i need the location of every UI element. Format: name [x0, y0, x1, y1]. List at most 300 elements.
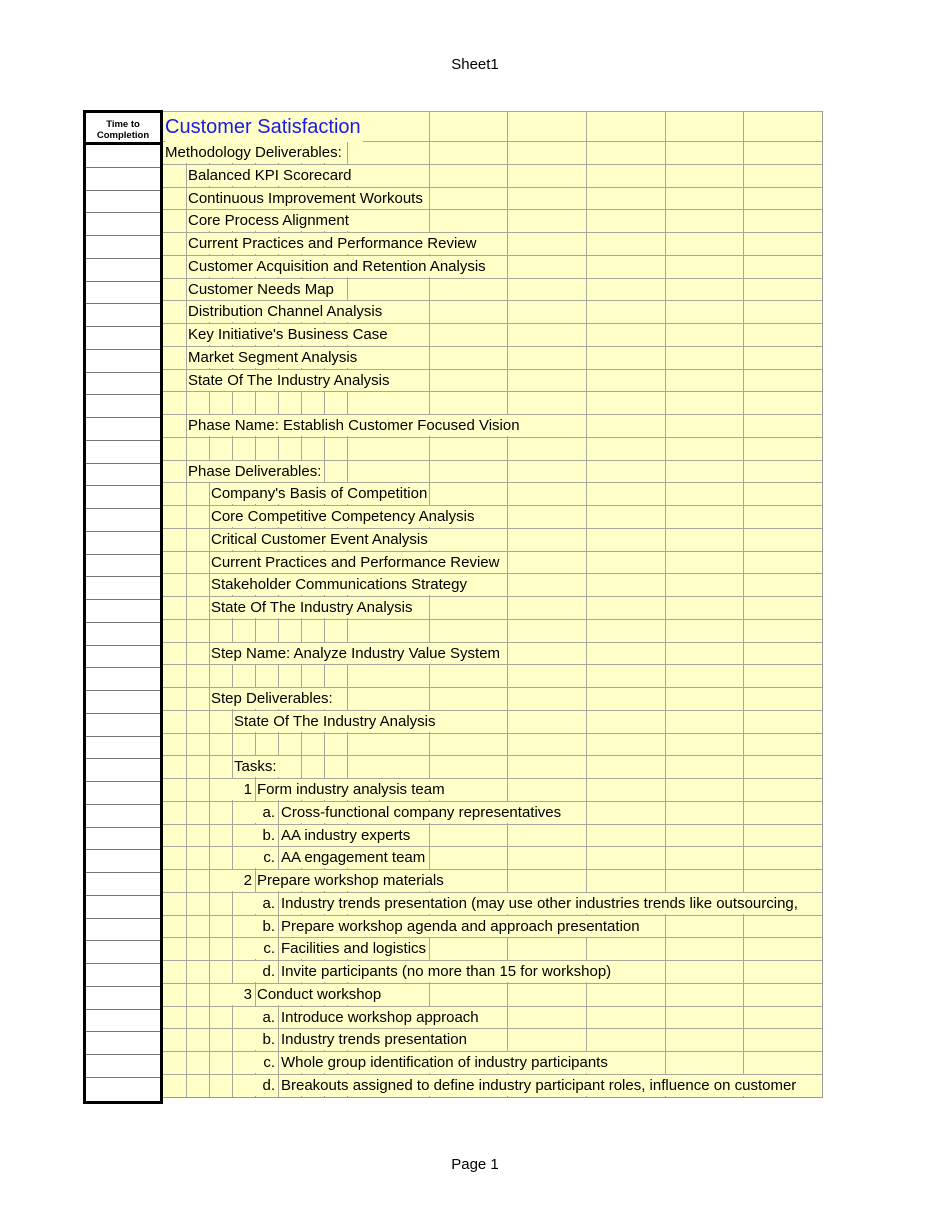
grid-line [186, 847, 187, 869]
grid-line [586, 347, 587, 369]
sheet-row[interactable] [163, 278, 822, 301]
sheet-row[interactable] [163, 733, 822, 756]
sheet-row[interactable] [163, 300, 822, 323]
grid-line [278, 392, 279, 414]
sheet-row[interactable] [163, 346, 822, 369]
sheet-row[interactable] [163, 528, 822, 551]
time-cell[interactable] [86, 1055, 160, 1078]
grid-line [209, 1075, 210, 1097]
time-cell[interactable] [86, 623, 160, 646]
grid-line [209, 665, 210, 687]
grid-line [586, 506, 587, 528]
grid-line [186, 415, 187, 437]
grid-line [507, 142, 508, 164]
grid-line [665, 1029, 666, 1051]
grid-line [743, 347, 744, 369]
sheet-row[interactable] [163, 619, 822, 642]
task-number: b. [255, 916, 275, 937]
sheet-title: Customer Satisfaction [165, 112, 363, 142]
sheet-row[interactable] [163, 482, 822, 505]
grid-line [186, 802, 187, 824]
grid-line [586, 574, 587, 596]
grid-line [209, 938, 210, 960]
grid-line [507, 825, 508, 847]
grid-line [586, 188, 587, 210]
row-text: Market Segment Analysis [188, 348, 358, 366]
grid-line [743, 961, 744, 983]
grid-line [301, 620, 302, 642]
time-cell[interactable] [86, 828, 160, 851]
grid-line [743, 506, 744, 528]
grid-line [324, 756, 325, 778]
grid-line [586, 415, 587, 437]
row-text: Breakouts assigned to define industry participant roles, influence on customer [281, 1076, 797, 1094]
sheet-row[interactable] [163, 1006, 822, 1029]
sheet-row[interactable] [163, 824, 822, 847]
grid-line [586, 112, 587, 141]
row-text: Industry trends presentation (may use other industries trends like outsourcing, [281, 894, 798, 912]
grid-line [429, 165, 430, 187]
sheet-row[interactable] [163, 1074, 822, 1097]
time-cell[interactable] [86, 873, 160, 896]
sheet-row[interactable] [163, 164, 822, 187]
sheet-row[interactable] [163, 869, 822, 892]
grid-line [665, 438, 666, 460]
grid-line [186, 188, 187, 210]
sheet-row[interactable] [163, 983, 822, 1006]
grid-line [301, 665, 302, 687]
grid-line [232, 938, 233, 960]
grid-line [665, 1007, 666, 1029]
grid-line [743, 756, 744, 778]
grid-line [209, 961, 210, 983]
grid-line [232, 756, 233, 778]
row-text: AA industry experts [281, 826, 411, 844]
time-cell[interactable] [86, 600, 160, 623]
sheet-row[interactable] [163, 915, 822, 938]
grid-line [586, 688, 587, 710]
grid-line [665, 643, 666, 665]
grid-line [429, 620, 430, 642]
time-cell[interactable] [86, 395, 160, 418]
grid-line [507, 461, 508, 483]
grid-line [743, 370, 744, 392]
grid-line [186, 233, 187, 255]
grid-line [507, 574, 508, 596]
grid-line [278, 734, 279, 756]
sheet-row[interactable] [163, 505, 822, 528]
grid-line [232, 438, 233, 460]
sheet-row[interactable] [163, 141, 822, 164]
grid-line [232, 734, 233, 756]
grid-line [278, 1007, 279, 1029]
grid-line [347, 734, 348, 756]
grid-line [586, 142, 587, 164]
grid-line [586, 438, 587, 460]
time-cell[interactable] [86, 418, 160, 441]
time-cell[interactable] [86, 964, 160, 987]
sheet-row[interactable] [163, 1028, 822, 1051]
grid-line [507, 620, 508, 642]
time-cell[interactable] [86, 646, 160, 669]
grid-line [278, 802, 279, 824]
sheet-row[interactable] [163, 573, 822, 596]
grid-line [743, 688, 744, 710]
sheet-row[interactable] [163, 369, 822, 392]
sheet-row[interactable] [163, 187, 822, 210]
sheet-row[interactable] [163, 414, 822, 437]
grid-line [665, 756, 666, 778]
grid-line [507, 279, 508, 301]
sheet-row[interactable] [163, 551, 822, 574]
grid-line [278, 1029, 279, 1051]
grid-line [665, 112, 666, 141]
row-text: Cross-functional company representatives [281, 803, 562, 821]
time-cell[interactable] [86, 304, 160, 327]
grid-line [209, 438, 210, 460]
grid-line [255, 734, 256, 756]
grid-line [186, 347, 187, 369]
grid-line [209, 529, 210, 551]
grid-line [586, 483, 587, 505]
grid-line [209, 984, 210, 1006]
grid-line [665, 938, 666, 960]
time-cell[interactable] [86, 373, 160, 396]
row-text: Facilities and logistics [281, 940, 427, 958]
grid-line [507, 643, 508, 665]
row-text: Core Competitive Competency Analysis [211, 508, 475, 525]
row-text: Phase Deliverables: [188, 462, 322, 480]
grid-line [743, 112, 744, 141]
grid-line [301, 734, 302, 756]
grid-line [586, 643, 587, 665]
grid-line [507, 506, 508, 528]
grid-line [665, 142, 666, 164]
sheet-row[interactable] [163, 232, 822, 255]
grid-line [665, 370, 666, 392]
grid-line [743, 256, 744, 278]
time-cell[interactable] [86, 350, 160, 373]
grid-line [743, 779, 744, 801]
grid-line [429, 438, 430, 460]
grid-line [665, 301, 666, 323]
grid-line [743, 711, 744, 733]
grid-line [209, 825, 210, 847]
time-cell[interactable] [86, 1010, 160, 1033]
task-number: 3 [232, 984, 252, 1005]
grid-line [507, 210, 508, 232]
row-text: Invite participants (no more than 15 for workshop) [281, 963, 612, 980]
grid-line [186, 461, 187, 483]
time-cell[interactable] [86, 168, 160, 191]
grid-line [507, 688, 508, 710]
time-cell[interactable] [86, 259, 160, 282]
sheet-row[interactable] [163, 664, 822, 687]
time-cell[interactable] [86, 1032, 160, 1055]
grid-line [429, 392, 430, 414]
sheet-row[interactable] [163, 755, 822, 778]
grid-line [665, 415, 666, 437]
grid-line [507, 324, 508, 346]
grid-line [743, 529, 744, 551]
grid-line [665, 984, 666, 1006]
sheet-row[interactable] [163, 209, 822, 232]
time-cell[interactable] [86, 737, 160, 760]
time-cell[interactable] [86, 555, 160, 578]
grid-line [586, 938, 587, 960]
grid-line [665, 734, 666, 756]
grid-line [507, 756, 508, 778]
grid-line [507, 347, 508, 369]
grid-line [665, 802, 666, 824]
row-text: State Of The Industry Analysis [234, 712, 436, 730]
title-row[interactable] [163, 111, 822, 141]
time-to-completion-header: Time to Completion [86, 113, 160, 145]
sheet-row[interactable] [163, 460, 822, 483]
grid-line [278, 938, 279, 960]
grid-line [665, 688, 666, 710]
grid-line [743, 552, 744, 574]
grid-line [507, 665, 508, 687]
time-cell[interactable] [86, 441, 160, 464]
grid-line [255, 984, 256, 1006]
time-cell[interactable] [86, 668, 160, 691]
grid-line [429, 847, 430, 869]
sheet-row[interactable] [163, 323, 822, 346]
grid-line [186, 324, 187, 346]
sheet-row[interactable] [163, 255, 822, 278]
grid-line [186, 210, 187, 232]
sheet-row[interactable] [163, 960, 822, 983]
grid-line [255, 438, 256, 460]
grid-line [665, 461, 666, 483]
grid-line [209, 711, 210, 733]
grid-line [665, 552, 666, 574]
sheet-row[interactable] [163, 892, 822, 915]
grid-line [209, 483, 210, 505]
grid-line [429, 984, 430, 1006]
grid-line [186, 1007, 187, 1029]
grid-line [743, 938, 744, 960]
grid-line [586, 233, 587, 255]
grid-line [429, 210, 430, 232]
grid-line [507, 112, 508, 141]
time-cell[interactable] [86, 759, 160, 782]
grid-line [186, 529, 187, 551]
time-cell[interactable] [86, 464, 160, 487]
grid-line [429, 301, 430, 323]
sheet-row[interactable] [163, 642, 822, 665]
grid-line [507, 870, 508, 892]
sheet-row[interactable] [163, 937, 822, 960]
grid-line [301, 438, 302, 460]
sheet-row[interactable] [163, 687, 822, 710]
grid-line [665, 847, 666, 869]
grid-line [186, 392, 187, 414]
grid-line [743, 461, 744, 483]
grid-line [586, 256, 587, 278]
grid-line [743, 483, 744, 505]
grid-line [743, 665, 744, 687]
time-cell[interactable] [86, 213, 160, 236]
grid-line [209, 552, 210, 574]
sheet-row[interactable] [163, 801, 822, 824]
grid-line [429, 347, 430, 369]
grid-line [743, 1007, 744, 1029]
grid-line [665, 711, 666, 733]
time-cell[interactable] [86, 191, 160, 214]
grid-line [586, 1007, 587, 1029]
grid-line [507, 597, 508, 619]
time-cell[interactable] [86, 327, 160, 350]
grid-line [278, 893, 279, 915]
grid-line [278, 825, 279, 847]
grid-line [743, 916, 744, 938]
grid-line [743, 233, 744, 255]
grid-line [186, 711, 187, 733]
grid-line [507, 1029, 508, 1051]
grid-line [665, 961, 666, 983]
grid-line [232, 893, 233, 915]
grid-line [665, 825, 666, 847]
time-cell[interactable] [86, 782, 160, 805]
time-cell[interactable] [86, 896, 160, 919]
time-cell[interactable] [86, 486, 160, 509]
sheet-row[interactable] [163, 846, 822, 869]
grid-line [232, 916, 233, 938]
grid-line [743, 734, 744, 756]
grid-line [278, 961, 279, 983]
grid-line [186, 279, 187, 301]
grid-line [186, 574, 187, 596]
grid-line [347, 279, 348, 301]
grid-line [186, 756, 187, 778]
task-number: 2 [232, 870, 252, 891]
time-cell[interactable] [86, 236, 160, 259]
row-text: Methodology Deliverables: [165, 144, 342, 161]
grid-line [232, 802, 233, 824]
task-number: c. [255, 847, 275, 868]
grid-line [665, 916, 666, 938]
grid-line [507, 779, 508, 801]
grid-line [209, 597, 210, 619]
time-cell[interactable] [86, 919, 160, 942]
grid-line [743, 210, 744, 232]
grid-line [186, 870, 187, 892]
grid-line [186, 1075, 187, 1097]
grid-line [278, 438, 279, 460]
row-text: Customer Needs Map [188, 280, 334, 298]
grid-line [209, 643, 210, 665]
grid-line [665, 506, 666, 528]
sheet-row[interactable] [163, 1051, 822, 1074]
grid-line [186, 938, 187, 960]
grid-line [665, 1052, 666, 1074]
sheet-row[interactable] [163, 391, 822, 414]
task-grid [163, 111, 823, 1098]
task-number: b. [255, 1029, 275, 1050]
sheet-row[interactable] [163, 437, 822, 460]
grid-line [586, 802, 587, 824]
grid-line [347, 392, 348, 414]
grid-line [586, 165, 587, 187]
grid-line [186, 984, 187, 1006]
row-text: Current Practices and Performance Review [188, 235, 477, 252]
grid-line [255, 665, 256, 687]
grid-line [743, 324, 744, 346]
grid-line [743, 825, 744, 847]
grid-line [665, 324, 666, 346]
grid-line [507, 847, 508, 869]
sheet-row[interactable] [163, 710, 822, 733]
grid-line [429, 370, 430, 392]
grid-line [586, 984, 587, 1006]
time-cell[interactable] [86, 1078, 160, 1101]
time-cell[interactable] [86, 987, 160, 1010]
grid-line [586, 370, 587, 392]
grid-line [743, 597, 744, 619]
grid-line [278, 620, 279, 642]
grid-line [665, 483, 666, 505]
time-cell[interactable] [86, 145, 160, 168]
time-cell[interactable] [86, 714, 160, 737]
grid-line [743, 1052, 744, 1074]
time-cell[interactable] [86, 532, 160, 555]
row-text: Conduct workshop [257, 985, 382, 1003]
grid-line [278, 847, 279, 869]
time-cell[interactable] [86, 509, 160, 532]
grid-line [255, 392, 256, 414]
sheet-row[interactable] [163, 778, 822, 801]
time-cell[interactable] [86, 941, 160, 964]
grid-line [743, 870, 744, 892]
time-cell[interactable] [86, 282, 160, 305]
time-cell[interactable] [86, 805, 160, 828]
time-cell[interactable] [86, 577, 160, 600]
grid-line [586, 825, 587, 847]
row-text: Prepare workshop materials [257, 872, 444, 889]
page-header: Sheet1 [451, 56, 499, 73]
grid-line [507, 165, 508, 187]
grid-line [665, 574, 666, 596]
grid-line [209, 916, 210, 938]
grid-line [665, 870, 666, 892]
grid-line [255, 779, 256, 801]
grid-line [665, 597, 666, 619]
grid-line [186, 916, 187, 938]
grid-line [743, 1029, 744, 1051]
grid-line [301, 756, 302, 778]
time-cell[interactable] [86, 691, 160, 714]
task-number: a. [255, 802, 275, 823]
grid-line [232, 1052, 233, 1074]
grid-line [429, 938, 430, 960]
grid-line [232, 711, 233, 733]
row-text: Form industry analysis team [257, 781, 445, 798]
grid-line [232, 825, 233, 847]
grid-line [429, 324, 430, 346]
time-cell[interactable] [86, 850, 160, 873]
grid-line [507, 711, 508, 733]
grid-line [429, 112, 430, 141]
sheet-row[interactable] [163, 596, 822, 619]
grid-line [586, 870, 587, 892]
grid-line [665, 347, 666, 369]
grid-line [186, 961, 187, 983]
grid-line [665, 210, 666, 232]
row-text: Distribution Channel Analysis [188, 303, 383, 321]
grid-line [665, 233, 666, 255]
